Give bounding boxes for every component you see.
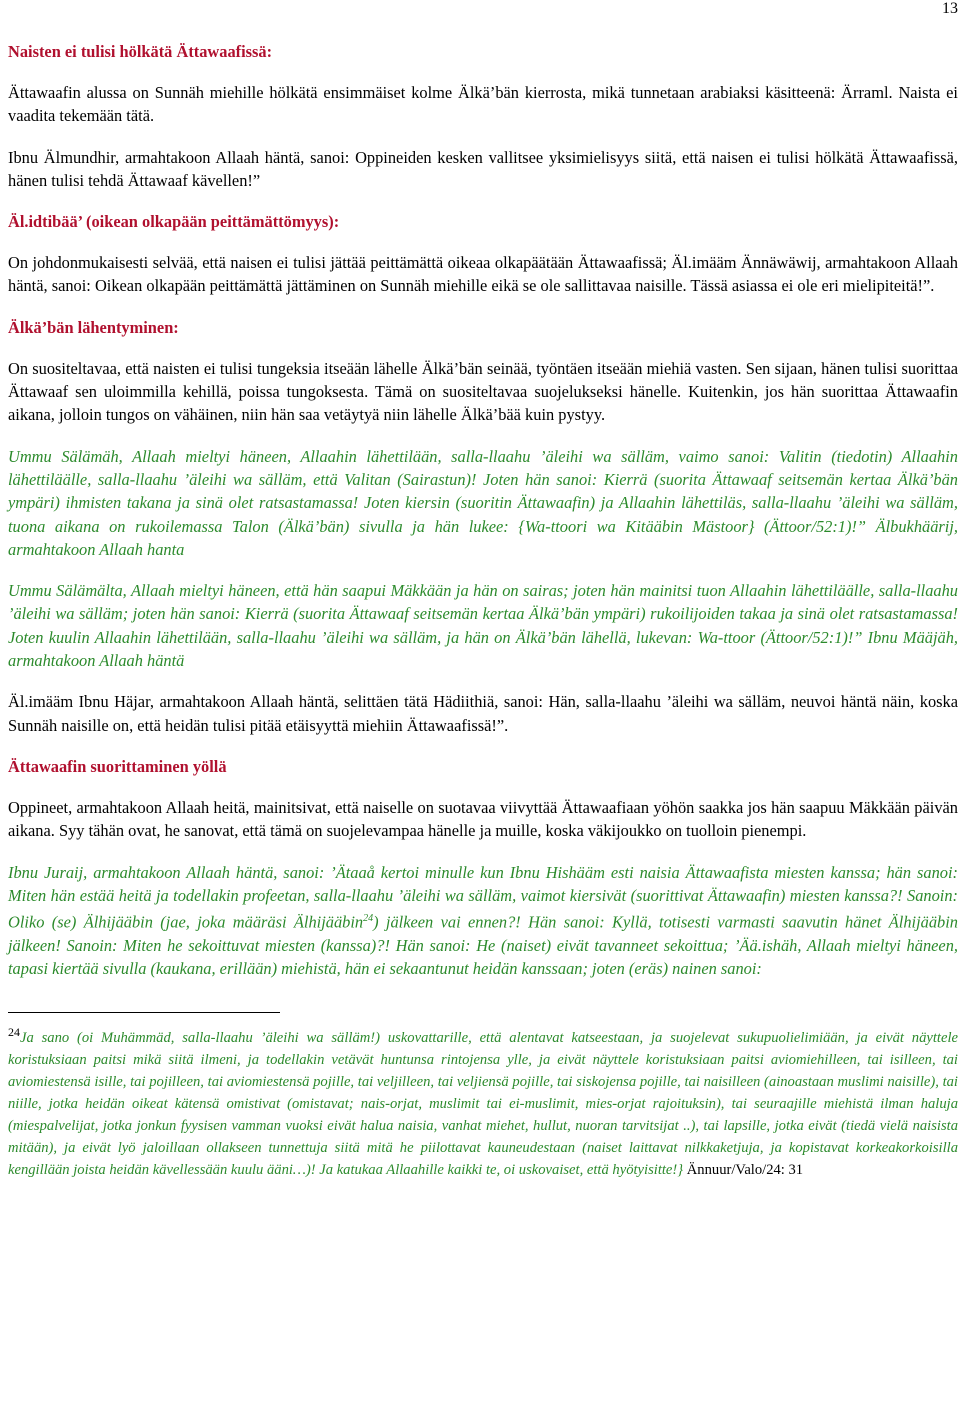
footnote-separator <box>8 1012 280 1013</box>
page-number: 13 <box>942 0 958 17</box>
hadith-quote-ibnu-juraij <box>8 861 958 981</box>
hadith-quote-umm-salama-1: Ummu Sälämäh, Allaah mieltyi häneen, Allaahin lähettilään, salla-llaahu ’äleihi wa sälläm, vaimo sanoi: Valitin (tiedotin) Allaahin lähettiläälle, salla-llaahu ’äleihi wa sälläm, että Valitan (Sairastun)! Joten hän sanoi: Kierrä (suorita Ättawaaf seitsemän kertaa Älkä’bän ympäri) ihmisten takana ja sinä olet ratsastamassa! Joten kiersin (suoritin Ättawaafin) ja Allaahin lähettiläs, salla-llaahu ’äleihi wa sälläm, tuona aikana on rukoilemassa Talon (Älkä’bän) sivulla ja hän lukee: {Wa-ttoori wa Kitääbin Mästoor} (Ättoor/52:1)!” Älbukhäärij, armahtakoon Allaah hanta <box>8 446 958 559</box>
paragraph-night-tawaaf: Oppineet, armahtakoon Allaah heitä, mainitsivat, että naiselle on suotavaa viivyttää Ättawaafiaan yöhön saakka jos hän saapuu Mäkkään päivän aikana. Syy tähän ovat, he sanovat, että tämä on suojelevampaa hänelle ja muille, koska väkijoukko on tuolloin pienempi. <box>8 797 958 841</box>
section-heading-night-tawaaf: Ättawaafin suorittaminen yöllä <box>8 756 227 776</box>
section-heading-jogging: Naisten ei tulisi hölkätä Ättawaafissä: <box>8 42 273 61</box>
footnote-marker: 24 <box>363 913 374 925</box>
hadith-quote-umm-salama-2: Ummu Sälämälta, Allaah mieltyi häneen, että hän saapui Mäkkään ja hän on sairas; joten hän mainitsi tuon Allaahin lähettiläälle, salla-llaahu ’äleihi wa sälläm; joten hän sanoi: Kierrä (suorita Ättawaaf seitsemän kertaa Älkä’bän ympäri) rukoilijoiden takaa ja sinä olet ratsastamassa! Joten kuulin Allaahin lähettilään, salla-llaahu ’äleihi wa sälläm, ja hän on Älkä’bän lähellä, lukevan: Wa-ttoor (Ättoor/52:1)!” Ibnu Määjäh, armahtakoon Allaah häntä <box>8 581 958 671</box>
quote-part-1: Ibnu Juraij, armahtakoon Allaah häntä, sanoi: ’Ätaaå kertoi minulle kun Ibnu Hishääm esti naisia Ättawaafista miesten kanssa; hän sanoi: Miten hän estää heitä ja todellakin profeetan, salla-llaahu ’äleihi wa sälläm, vaimot kiersivät (suorittivat Ättawaafin) miesten kanssa?! Sanoin: Oliko (se) Älhijääbin (jae, joka määräsi Älhijääbin <box>8 862 958 932</box>
footnote-reference: Ännuur/Valo/24: 31 <box>686 1162 804 1179</box>
quote-part-2: ) jälkeen vai ennen?! Hän sanoi: Kyllä, totisesti varmasti saavutin hänet Älhijääbin jälkeen! Sanoin: Miten he sekoittuvat miesten (kanssa)?! Hän sanoi: He (naiset) eivät tavanneet sekoittua; ’Ää.ishäh, Allaah mieltyi häneen, tapasi kiertää sivulla (kaukana, erillään) miehistä, hän ei sekaantunut heidän kanssaan; joten (eräs) nainen sanoi: <box>8 912 958 979</box>
footnote-number: 24 <box>8 1025 20 1040</box>
footnote-text: Ja sano (oi Muhämmäd, salla-llaahu ’äleihi wa sälläm!) uskovattarille, että alentavat katseestaan, ja suojelevat sukupuolielimiään, ja eivät näyttele koristuksiaan paitsi mikä siitä ilmeni, ja todellakin vetävät huntunsa rintojensa ylle, ja eivät näyttele koristuksiaan paitsi aviomiehilleen, tai isilleen, tai aviomiestensä isille, tai pojilleen, tai aviomiestensä pojille, tai veljilleen, tai veljiensä pojille, tai siskojensa pojille, tai naisilleen (ainoastaan muslimi naisille), tai niille, jotka heidän oikeat kätensä omistivat (omistavat; nais-orjat, muslimit tai ei-muslimit, mies-orjat rajoituksin), tai seuraajille miehistä ilman haluja (miespalvelijat, jotka jonkun fyysisen vamman vuoksi eivät halua naisia, vanhat miehet, hullut, nuoran tarvitsijat ..), tai lapsille, jotka eivät (tiedä vielä naisista mitään), ja eivät lyö jaloillaan ollakseen tunnettuja siitä mitä he piilottavat kauneudestaan (naiset laittavat nilkkaketjuja, ja kopistavat korkeakorkoisilla kengillään joista heidän kävellessään kuulu ääni…)! Ja katukaa Allaahille kaikki te, oi uskovaiset, että hyötyisitte!} <box>8 1030 958 1179</box>
paragraph-ibnu-almundhir: Ibnu Älmundhir, armahtakoon Allaah häntä, sanoi: Oppineiden kesken vallitsee yksimielisyys siitä, että naisen ei tulisi hölkätä Ättawaafissä, hänen tulisi tehdä Ättawaaf kävellen!” <box>8 147 958 190</box>
section-heading-kaaba-approach: Älkä’bän lähentyminen: <box>8 317 179 337</box>
paragraph-idtibaa: On johdonmukaisesti selvää, että naisen ei tulisi jättää peittämättä oikeaa olkapäätään Ättawaafissä; Äl.imääm Ännäwäwij, armahtakoon Allaah häntä, sanoi: Oikean olkapään peittämättä jättäminen on Sunnäh miehille eikä se ole sallittavaa naisille. Tässä asiassa ei ole eri mielipiteitä!”. <box>8 253 958 296</box>
paragraph-ibnu-hajar: Äl.imääm Ibnu Häjar, armahtakoon Allaah häntä, selittäen tätä Hädiithiä, sanoi: Hän, salla-llaahu ’äleihi wa sälläm, neuvoi häntä näin, koska Sunnäh naisille on, että heidän tulisi pitää etäisyyttä miehiin Ättawaafissä!”. <box>8 692 958 735</box>
paragraph-kaaba-approach: On suositeltavaa, että naisten ei tulisi tungeksia itseään lähelle Älkä’bän seinää, työntäen itseään miehiä vasten. Sen sijaan, hänen tulisi suorittaa Ättawaaf sen uloimmilla kehillä, poissa tungoksesta. Tämä on suositeltavaa suojelukseksi hänelle. Kuitenkin, jos hän suorittaa Ättawaafin aikana, jolloin tungos on vähäinen, niin hän saa vetäytyä niin lähelle Älkä’bää kuin pystyy. <box>8 358 958 425</box>
section-heading-idtibaa: Äl.idtibää’ (oikean olkapään peittämättömyys): <box>8 212 340 232</box>
footnote-24 <box>8 1021 958 1181</box>
document-body <box>8 40 958 1181</box>
paragraph-raml: Ättawaafin alussa on Sunnäh miehille hölkätä ensimmäiset kolme Älkä’bän kierrosta, mikä tunnetaan arabiaksi käsitteenä: Ärraml. Naista ei vaadita tekemään tätä. <box>8 83 958 126</box>
